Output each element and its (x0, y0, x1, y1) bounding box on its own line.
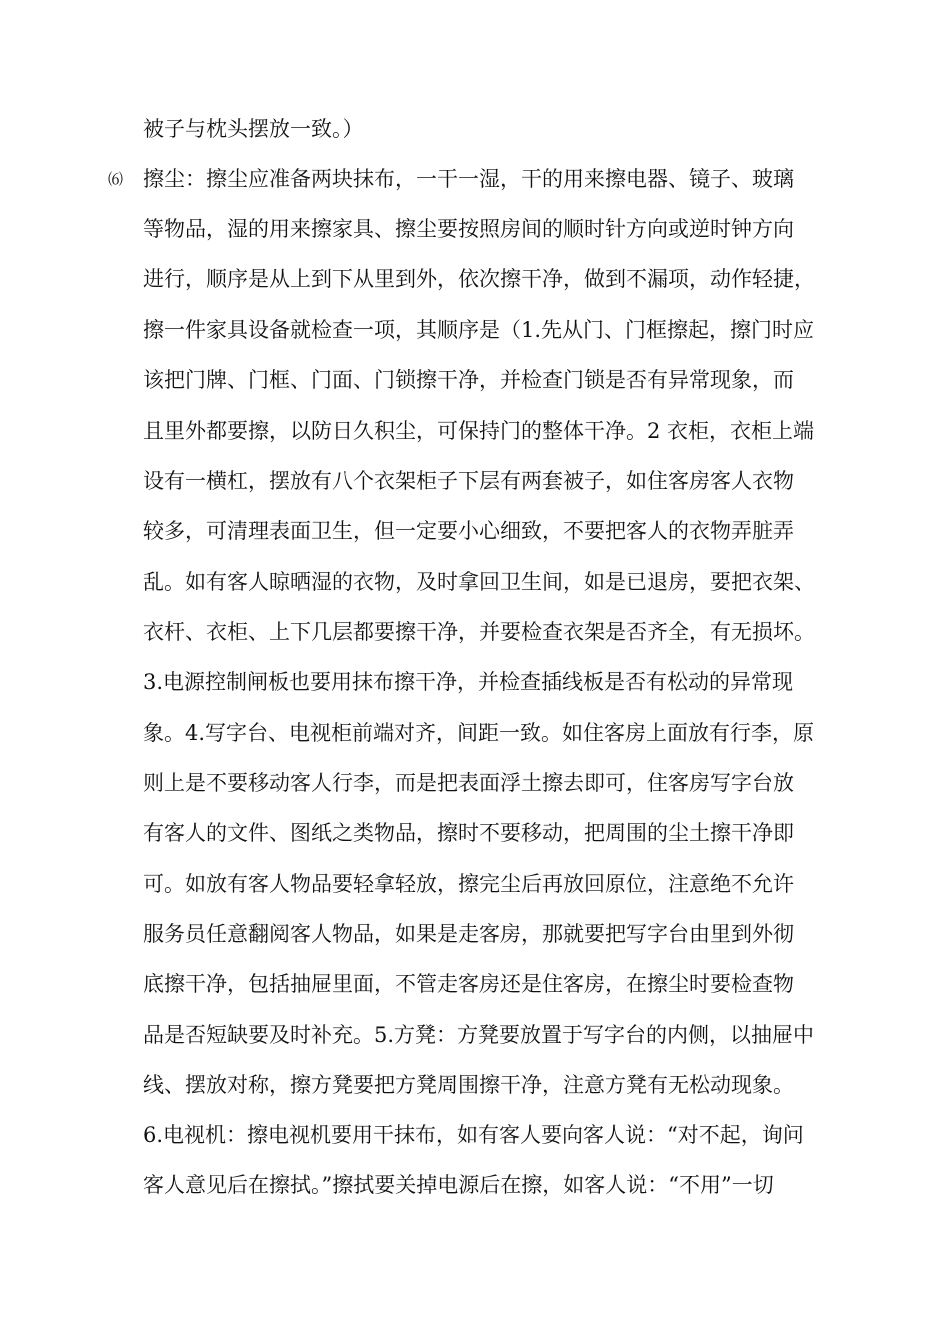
item-number-marker: ⑹ (108, 170, 124, 188)
text-line: 可。如放有客人物品要轻拿轻放，擦完尘后再放回原位，注意绝不允许 (143, 872, 794, 896)
text-line: 擦一件家具设备就检查一项，其顺序是（1.先从门、门框擦起，擦门时应 (143, 318, 815, 342)
text-line: 被子与枕头摆放一致。） (143, 117, 364, 141)
text-line: 乱。如有客人晾晒湿的衣物，及时拿回卫生间，如是已退房，要把衣架、 (143, 570, 815, 594)
text-line: 有客人的文件、图纸之类物品，擦时不要移动，把周围的尘土擦干净即 (143, 821, 794, 845)
text-line: 6.电视机：擦电视机要用干抹布，如有客人要向客人说：“对不起，询问 (143, 1123, 804, 1147)
text-line: 进行，顺序是从上到下从里到外，依次擦干净，做到不漏项，动作轻捷， (143, 267, 815, 291)
text-line: 衣杆、衣柜、上下几层都要擦干净，并要检查衣架是否齐全，有无损坏。 (143, 620, 815, 644)
text-line: 客人意见后在擦拭。”擦拭要关掉电源后在擦，如客人说：“不用”一切 (143, 1173, 774, 1197)
text-line: 较多，可清理表面卫生，但一定要小心细致，不要把客人的衣物弄脏弄 (143, 519, 794, 543)
text-line: 品是否短缺要及时补充。5.方凳：方凳要放置于写字台的内侧，以抽屉中 (143, 1023, 815, 1047)
text-line: 则上是不要移动客人行李，而是把表面浮土擦去即可，住客房写字台放 (143, 771, 794, 795)
text-line: 且里外都要擦，以防日久积尘，可保持门的整体干净。2 衣柜，衣柜上端 (143, 419, 815, 443)
text-line: 擦尘：擦尘应准备两块抹布，一干一湿，干的用来擦电器、镜子、玻璃 (143, 167, 794, 191)
text-line: 底擦干净，包括抽屉里面，不管走客房还是住客房，在擦尘时要检查物 (143, 972, 794, 996)
text-line: 线、摆放对称，擦方凳要把方凳周围擦干净，注意方凳有无松动现象。 (143, 1073, 794, 1097)
text-line: 设有一横杠，摆放有八个衣架柜子下层有两套被子，如住客房客人衣物 (143, 469, 794, 493)
text-line: 服务员任意翻阅客人物品，如果是走客房，那就要把写字台由里到外彻 (143, 922, 794, 946)
text-line: 等物品，湿的用来擦家具、擦尘要按照房间的顺时针方向或逆时钟方向 (143, 217, 794, 241)
text-line: 象。4.写字台、电视柜前端对齐，间距一致。如住客房上面放有行李，原 (143, 721, 815, 745)
text-line: 3.电源控制闸板也要用抹布擦干净，并检查插线板是否有松动的异常现 (143, 670, 794, 694)
text-line: 该把门牌、门框、门面、门锁擦干净，并检查门锁是否有异常现象，而 (143, 368, 794, 392)
